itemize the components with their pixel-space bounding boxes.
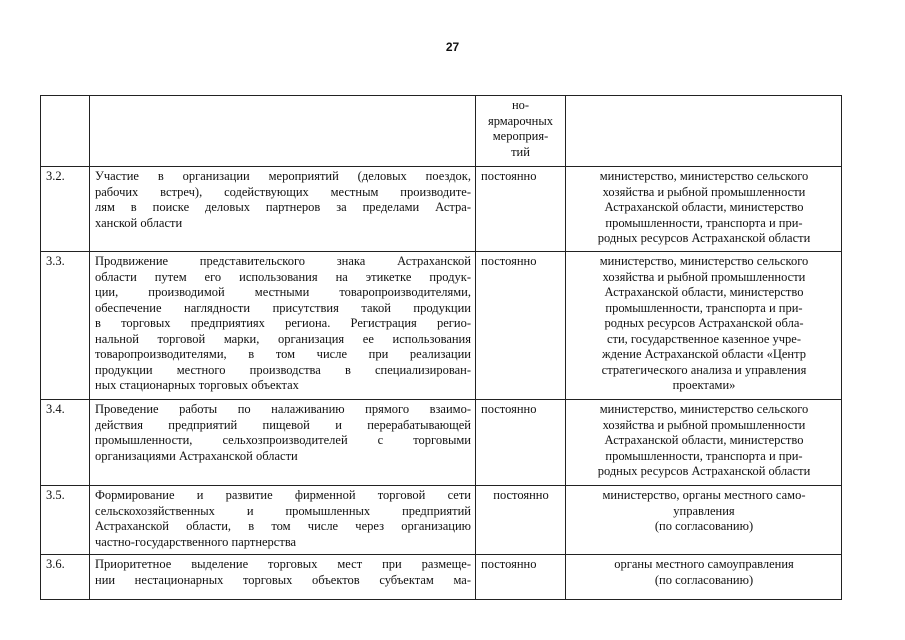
period-header-line: тий: [511, 144, 530, 159]
row-period: постоянно: [476, 252, 566, 400]
executor-line: министерство, министерство сельского: [599, 254, 809, 268]
row-period: постоянно: [476, 400, 566, 486]
activity-line: Продвижение представительского знака Астраханской: [95, 254, 471, 268]
executor-line: министерство, министерство сельского: [599, 402, 809, 416]
executor-line: родных ресурсов Астраханской области: [597, 231, 811, 245]
activity-line: действия предприятий пищевой и перерабатывающей: [95, 417, 471, 432]
row-activity: [90, 555, 476, 600]
activity-line: Формирование и развитие фирменной торговой сети: [95, 488, 471, 502]
table-row: [41, 400, 842, 486]
executor-line: (по согласованию): [654, 519, 754, 533]
cell-executor: [566, 96, 842, 167]
row-executor: [566, 252, 842, 400]
executor-line: министерство, органы местного само-: [602, 488, 806, 502]
activity-line: ции, производимой местными товаропроизводителями,: [95, 285, 471, 299]
cell-num: [41, 96, 90, 167]
activity-line: нии нестационарных торговых объектов субъектам ма-: [95, 572, 471, 587]
activity-line: Астраханской области, в том числе через организацию: [95, 519, 471, 533]
row-activity: [90, 400, 476, 486]
row-period: постоянно: [476, 486, 566, 555]
row-activity: [90, 167, 476, 252]
table-row: [41, 555, 842, 600]
activity-line: ханской области: [95, 215, 183, 230]
activity-line: нальной торговой марки, организация ее использования: [95, 331, 471, 346]
period-header-line: ярмарочных: [488, 113, 553, 128]
executor-line: хозяйства и рыбной промышленности: [602, 417, 806, 432]
row-period: постоянно: [476, 167, 566, 252]
row-number: 3.4.: [41, 400, 90, 486]
row-executor: [566, 167, 842, 252]
row-number: 3.2.: [41, 167, 90, 252]
activity-line: организациями Астраханской области: [95, 448, 298, 463]
cell-activity: [90, 96, 476, 167]
activity-line: продукции местного производства в специализирован-: [95, 362, 471, 377]
row-activity: [90, 486, 476, 555]
executor-line: промышленности, транспорта и при-: [605, 300, 803, 315]
executor-line: хозяйства и рыбной промышленности: [602, 269, 806, 284]
activity-line: частно-государственного партнерства: [95, 534, 297, 549]
table-row: [41, 167, 842, 252]
activity-line: лям в поиске деловых партнеров за пределами Астра-: [95, 200, 471, 214]
executor-line: ждение Астраханской области «Центр: [602, 347, 806, 361]
executor-line: Астраханской области, министерство: [604, 285, 804, 299]
activity-line: ных стационарных торговых объектах: [95, 378, 299, 392]
row-executor: [566, 555, 842, 600]
activity-line: сельскохозяйственных и промышленных предприятий: [95, 503, 471, 518]
cell-period-header: [476, 96, 566, 167]
page-number: 27: [445, 40, 460, 54]
executor-line: сти, государственное казенное учре-: [606, 331, 802, 346]
executor-line: родных ресурсов Астраханской обла-: [604, 316, 804, 330]
activity-line: товаропроизводителями, в том числе при реализации: [95, 347, 471, 361]
activity-line: обеспечение наглядности присутствия такой продукции: [95, 300, 471, 315]
row-number: 3.3.: [41, 252, 90, 400]
row-number: 3.6.: [41, 555, 90, 600]
activity-line: в торговых предприятиях региона. Регистрация регио-: [95, 316, 471, 330]
period-header-line: но-: [511, 98, 530, 112]
period-header-line: мероприя-: [492, 129, 549, 143]
row-period: постоянно: [476, 555, 566, 600]
executor-line: (по согласованию): [654, 572, 754, 587]
activity-line: Участие в организации мероприятий (деловых поездок,: [95, 169, 471, 183]
row-executor: [566, 486, 842, 555]
activity-line: рабочих встреч), содействующих местным производите-: [95, 184, 471, 199]
table-row-continuation: [41, 96, 842, 167]
executor-line: родных ресурсов Астраханской области: [597, 464, 811, 478]
executor-line: промышленности, транспорта и при-: [605, 448, 803, 463]
row-number: 3.5.: [41, 486, 90, 555]
executor-line: органы местного самоуправления: [614, 557, 794, 571]
executor-line: стратегического анализа и управления: [601, 362, 807, 377]
executor-line: промышленности, транспорта и при-: [605, 215, 803, 230]
activity-line: промышленности, сельхозпроизводителей с торговыми: [95, 433, 471, 447]
row-activity: [90, 252, 476, 400]
activities-table: [40, 95, 842, 600]
executor-line: хозяйства и рыбной промышленности: [602, 184, 806, 199]
row-executor: [566, 400, 842, 486]
executor-line: Астраханской области, министерство: [604, 200, 804, 214]
activity-line: области путем его использования на этикетке продук-: [95, 269, 471, 284]
executor-line: управления: [673, 503, 735, 518]
activity-line: Проведение работы по налаживанию прямого взаимо-: [95, 402, 471, 416]
table-row: [41, 252, 842, 400]
executor-line: Астраханской области, министерство: [604, 433, 804, 447]
executor-line: министерство, министерство сельского: [599, 169, 809, 183]
executor-line: проектами»: [672, 378, 736, 392]
table-row: [41, 486, 842, 555]
activity-line: Приоритетное выделение торговых мест при размеще-: [95, 557, 471, 571]
